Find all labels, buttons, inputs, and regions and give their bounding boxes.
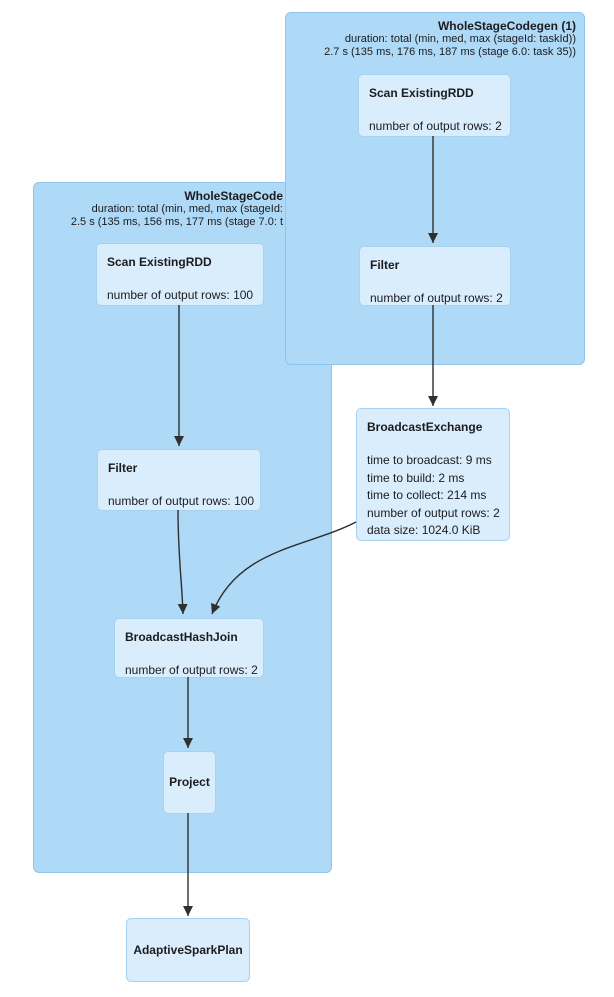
plan-node-title: Scan ExistingRDD (369, 86, 474, 100)
plan-node-metric: number of output rows: 100 (108, 494, 255, 508)
plan-node-filter-1[interactable] (359, 246, 511, 306)
plan-node-metric: data size: 1024.0 KiB (367, 523, 481, 537)
plan-node-title: Project (169, 775, 210, 789)
plan-node-metrics (367, 452, 499, 540)
plan-node-title: Scan ExistingRDD (107, 255, 212, 269)
plan-node-metric: number of output rows: 2 (369, 119, 502, 133)
cluster-duration-line: duration: total (min, med, max (stageId: taskId)) (344, 33, 576, 45)
plan-node-metrics (107, 287, 253, 305)
cluster-label: WholeStageCodegen (1) (437, 19, 576, 33)
plan-node-title: BroadcastExchange (367, 420, 483, 434)
cluster-wholestagecodegen-1 (285, 12, 585, 365)
plan-node-metric: time to collect: 214 ms (367, 488, 487, 502)
plan-node-metric: time to broadcast: 9 ms (367, 453, 492, 467)
plan-node-title: Filter (370, 258, 400, 272)
plan-node-adaptivesparkplan[interactable] (126, 918, 250, 982)
plan-node-title: Filter (108, 461, 138, 475)
plan-node-metrics (108, 493, 255, 511)
cluster-header (324, 19, 576, 59)
plan-node-scan-existingrdd-2[interactable] (96, 243, 264, 306)
plan-node-project[interactable] (163, 751, 216, 814)
plan-node-metrics (370, 290, 503, 308)
plan-node-metric: number of output rows: 2 (125, 663, 258, 677)
plan-node-metric: number of output rows: 100 (107, 288, 254, 302)
plan-node-scan-existingrdd-1[interactable] (358, 74, 511, 137)
plan-node-broadcasthashjoin[interactable] (114, 618, 264, 678)
plan-node-metrics (369, 118, 500, 136)
cluster-duration-line: duration: total (min, med, max (stageId: (91, 203, 283, 215)
cluster-duration-line: 2.5 s (135 ms, 156 ms, 177 ms (stage 7.0: t (70, 216, 283, 228)
plan-node-filter-2[interactable] (97, 449, 261, 511)
plan-node-title: BroadcastHashJoin (125, 630, 238, 644)
plan-node-metrics (125, 662, 258, 680)
cluster-header (71, 189, 283, 229)
plan-node-metric: number of output rows: 2 (367, 505, 500, 520)
plan-node-title: AdaptiveSparkPlan (133, 942, 243, 957)
cluster-label: WholeStageCode (184, 189, 283, 203)
plan-node-metric: number of output rows: 2 (370, 291, 503, 305)
plan-node-broadcastexchange[interactable] (356, 408, 510, 541)
cluster-duration-line: 2.7 s (135 ms, 176 ms, 187 ms (stage 6.0: task 35)) (324, 46, 576, 58)
plan-node-metric: time to build: 2 ms (367, 470, 465, 485)
